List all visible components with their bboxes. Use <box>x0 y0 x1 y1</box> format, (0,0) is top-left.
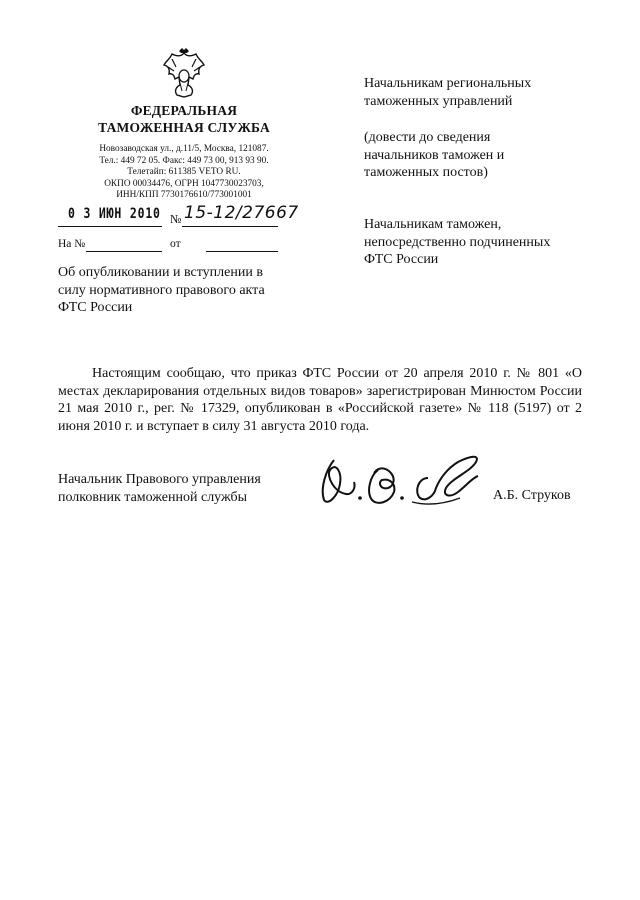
subject-line: ФТС России <box>58 300 133 315</box>
signatory-position-line: полковник таможенной службы <box>58 489 248 505</box>
addressee-line: начальников таможен и <box>364 147 505 163</box>
addressee-line: Начальникам региональных <box>364 76 532 91</box>
addressee-regional <box>364 75 604 110</box>
letter-body: Настоящим сообщаю, что приказ ФТС России от 20 апреля 2010 г. № 801 «О местах декларирования отдельных видов товаров» зарегистрирован Минюстом России 21 мая 2010 г., рег. № 17329, опубликован в «Российской газете» № 118 (5197) от 2 июня 2010 г. и вступает в силу 31 августа 2010 года. <box>58 366 582 434</box>
subject-line: силу нормативного правового акта <box>58 282 265 298</box>
addressee-line: таможенных управлений <box>364 93 513 109</box>
organization-contacts <box>70 144 298 202</box>
addressee-note <box>364 129 604 182</box>
addressee-line: ФТС России <box>364 252 439 267</box>
addressee-customs <box>364 216 604 269</box>
signatory-name: А.Б. Струков <box>493 488 571 503</box>
signatory-position <box>58 471 318 506</box>
date-underline <box>58 226 162 227</box>
organization-name-line1: ФЕДЕРАЛЬНАЯ <box>130 103 238 118</box>
signatory-position-line: Начальник Правового управления <box>58 472 261 487</box>
reference-number-underline <box>86 251 162 252</box>
okpo-ogrn-line: ОКПО 00034476, ОГРН 1047730023703, <box>104 178 264 189</box>
organization-name-line2: ТАМОЖЕННАЯ СЛУЖБА <box>98 120 270 135</box>
addressee-line: Начальникам таможен, <box>364 217 502 232</box>
number-underline <box>182 226 278 227</box>
address-line: Новозаводская ул., д.11/5, Москва, 121087. <box>99 144 269 154</box>
addressee-line: таможенных постов) <box>364 165 488 180</box>
organization-name <box>96 102 272 136</box>
reference-date-label: от <box>170 238 181 250</box>
addressee-line: непосредственно подчиненных <box>364 234 551 250</box>
teletype-line: Телетайп: 611385 VETO RU. <box>127 167 241 178</box>
subject-line: Об опубликовании и вступлении в <box>58 265 263 280</box>
inn-kpp-line: ИНН/КПП 7730176610/773001001 <box>116 190 252 201</box>
addressee-line: (довести до сведения <box>364 130 491 145</box>
letter-subject <box>58 264 288 317</box>
registration-date-stamp: 0 3 ИЮН 2010 <box>68 206 161 222</box>
registration-number: 15-12/27667 <box>184 203 299 223</box>
number-label: № <box>170 212 182 226</box>
phone-line: Тел.: 449 72 05. Факс: 449 73 00, 913 93 90. <box>99 155 269 166</box>
coat-of-arms-icon <box>162 47 206 99</box>
reference-number-label: На № <box>58 238 86 250</box>
handwritten-signature <box>316 448 506 518</box>
reference-date-underline <box>206 251 278 252</box>
